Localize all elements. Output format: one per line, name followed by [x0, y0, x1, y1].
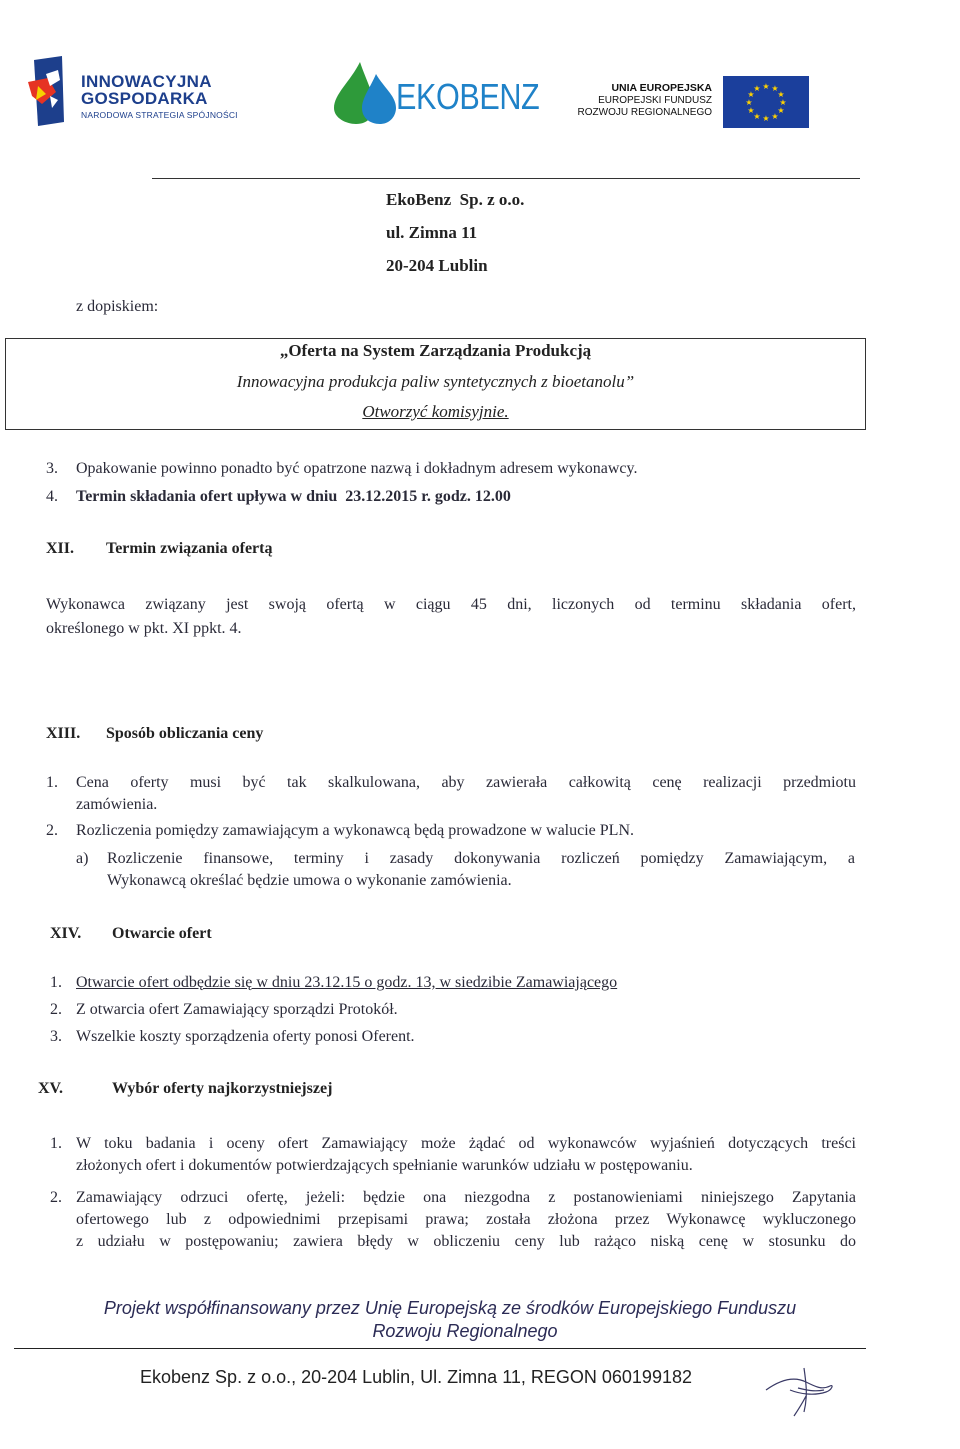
eu-logo [520, 76, 810, 128]
list-item-number: 2. [46, 822, 58, 839]
address-company: EkoBenz Sp. z o.o. [386, 190, 525, 209]
sub-list-item-text-line2: Wykonawcą określać będzie umowa o wykonanie zamówienia. [107, 872, 512, 889]
svg-text:★: ★ [753, 112, 761, 121]
header-logos [0, 0, 960, 140]
sub-list-item [76, 848, 858, 894]
list-item-number: 3. [46, 460, 58, 477]
list-item-number: 4. [46, 488, 58, 505]
list-item-text: Wszelkie koszty sporządzenia oferty ponosi Oferent. [76, 1028, 415, 1045]
footer-address: Ekobenz Sp. z o.o., 20-204 Lublin, Ul. Zimna 11, REGON 060199182 [140, 1367, 692, 1387]
list-item-text: Otwarcie ofert odbędzie się w dniu 23.12.15 o godz. 13, w siedzibie Zamawiającego [76, 974, 618, 991]
list-item [46, 772, 858, 818]
ig-logo-line2: GOSPODARKA [81, 89, 208, 108]
footer-divider [14, 1348, 866, 1349]
ig-logo-line1: INNOWACYJNA [81, 72, 212, 91]
svg-text:★: ★ [762, 82, 770, 91]
svg-text:★: ★ [747, 90, 755, 99]
offer-box [5, 338, 866, 430]
section-xii-text-line1: Wykonawca związany jest swoją ofertą w ciągu 45 dni, liczonych od terminu składania ofert, [46, 596, 856, 613]
svg-text:★: ★ [771, 84, 779, 93]
list-item-text: Opakowanie powinno ponadto być opatrzone nazwą i dokładnym adresem wykonawcy. [76, 460, 638, 477]
eu-logo-line1: UNIA EUROPEJSKA [611, 82, 712, 94]
list-item-text-line2: zamówienia. [76, 796, 158, 813]
eu-flag-icon [723, 76, 809, 128]
section-xii-title: Termin związania ofertą [106, 540, 273, 557]
offer-box-line1: „Oferta na System Zarządzania Produkcją [279, 341, 592, 360]
section-xii-text-line2: określonego w pkt. XI ppkt. 4. [46, 620, 242, 637]
list-item-text: Termin składania ofert upływa w dniu 23.12.2015 r. godz. 12.00 [76, 488, 511, 505]
svg-text:★: ★ [753, 84, 761, 93]
note-label: z dopiskiem: [76, 298, 159, 315]
sub-list-item-letter: a) [76, 850, 89, 867]
svg-text:★: ★ [779, 98, 787, 107]
header-divider [152, 178, 860, 179]
section-xv-number: XV. [38, 1080, 64, 1097]
svg-text:★: ★ [762, 114, 770, 123]
list-item-number: 1. [46, 774, 58, 791]
footer-funding-line1: Projekt współfinansowany przez Unię Europejską ze środków Europejskiego Funduszu [103, 1298, 797, 1318]
svg-text:★: ★ [777, 106, 785, 115]
section-xv-title: Wybór oferty najkorzystniejszej [112, 1080, 333, 1097]
svg-text:★: ★ [771, 112, 779, 121]
section-xiii-number: XIII. [46, 725, 81, 742]
address-city: 20-204 Lublin [386, 256, 488, 275]
list-item [50, 1187, 858, 1255]
ig-logo-line3: NARODOWA STRATEGIA SPÓJNOŚCI [81, 110, 238, 120]
list-item-text-line2: złożonych ofert i dokumentów potwierdzających spełnianie warunków udziału w postępowaniu. [76, 1157, 693, 1174]
sub-list-item-text-line1: Rozliczenie finansowe, terminy i zasady dokonywania rozliczeń pomiędzy Zamawiającym, a [107, 850, 855, 867]
section-xiv-title: Otwarcie ofert [112, 925, 212, 942]
ekobenz-logo-text: EKOBENZ [396, 76, 540, 117]
list-item-text-line1: W toku badania i oceny ofert Zamawiający może żądać od wykonawców wyjaśnień dotyczących treści [76, 1135, 856, 1152]
list-item-number: 1. [50, 1135, 62, 1152]
offer-box-line2: Innowacyjna produkcja paliw syntetycznych z bioetanolu” [236, 372, 635, 391]
list-item-number: 2. [50, 1189, 62, 1206]
svg-text:★: ★ [777, 90, 785, 99]
list-item-number: 2. [50, 1001, 62, 1018]
list-item-text-line3: z udziału w postępowaniu; zawiera błędy w obliczeniu ceny lub rażąco niską cenę w stosunku do [76, 1233, 856, 1250]
innowacyjna-gospodarka-logo [28, 56, 268, 126]
list-item-number: 3. [50, 1028, 62, 1045]
list-item-text: Z otwarcia ofert Zamawiający sporządzi Protokół. [76, 1001, 398, 1018]
section-xii-number: XII. [46, 540, 75, 557]
section-xiii-title: Sposób obliczania ceny [106, 725, 264, 742]
ekobenz-drops-icon [330, 60, 400, 126]
footer-funding-line2: Rozwoju Regionalnego [372, 1321, 558, 1341]
list-item-text-line1: Cena oferty musi być tak skalkulowana, aby zawierała całkowitą cenę realizacji przedmiotu [76, 774, 856, 791]
list-item-text-line2: ofertowego lub z odpowiednimi przepisami prawa; została złożona przez Wykonawcę wykluczonego [76, 1211, 856, 1228]
eu-logo-line3: ROZWOJU REGIONALNEGO [577, 107, 712, 118]
signature-mark [760, 1360, 840, 1420]
svg-text:★: ★ [747, 106, 755, 115]
address-street: ul. Zimna 11 [386, 223, 478, 242]
list-item-text: Rozliczenia pomiędzy zamawiającym a wykonawcą będą prowadzone w walucie PLN. [76, 822, 634, 839]
svg-text:★: ★ [745, 98, 753, 107]
ekobenz-logo [330, 60, 540, 126]
list-item-text-line1: Zamawiający odrzuci ofertę, jeżeli: będzie ona niezgodna z postanowieniami niniejszego Zapytania [76, 1189, 856, 1206]
ig-emblem-icon [28, 56, 76, 126]
section-xiv-number: XIV. [50, 925, 82, 942]
eu-logo-line2: EUROPEJSKI FUNDUSZ [598, 95, 712, 106]
offer-box-line3: Otworzyć komisyjnie. [362, 402, 509, 421]
list-item [50, 1133, 858, 1179]
list-item-number: 1. [50, 974, 62, 991]
